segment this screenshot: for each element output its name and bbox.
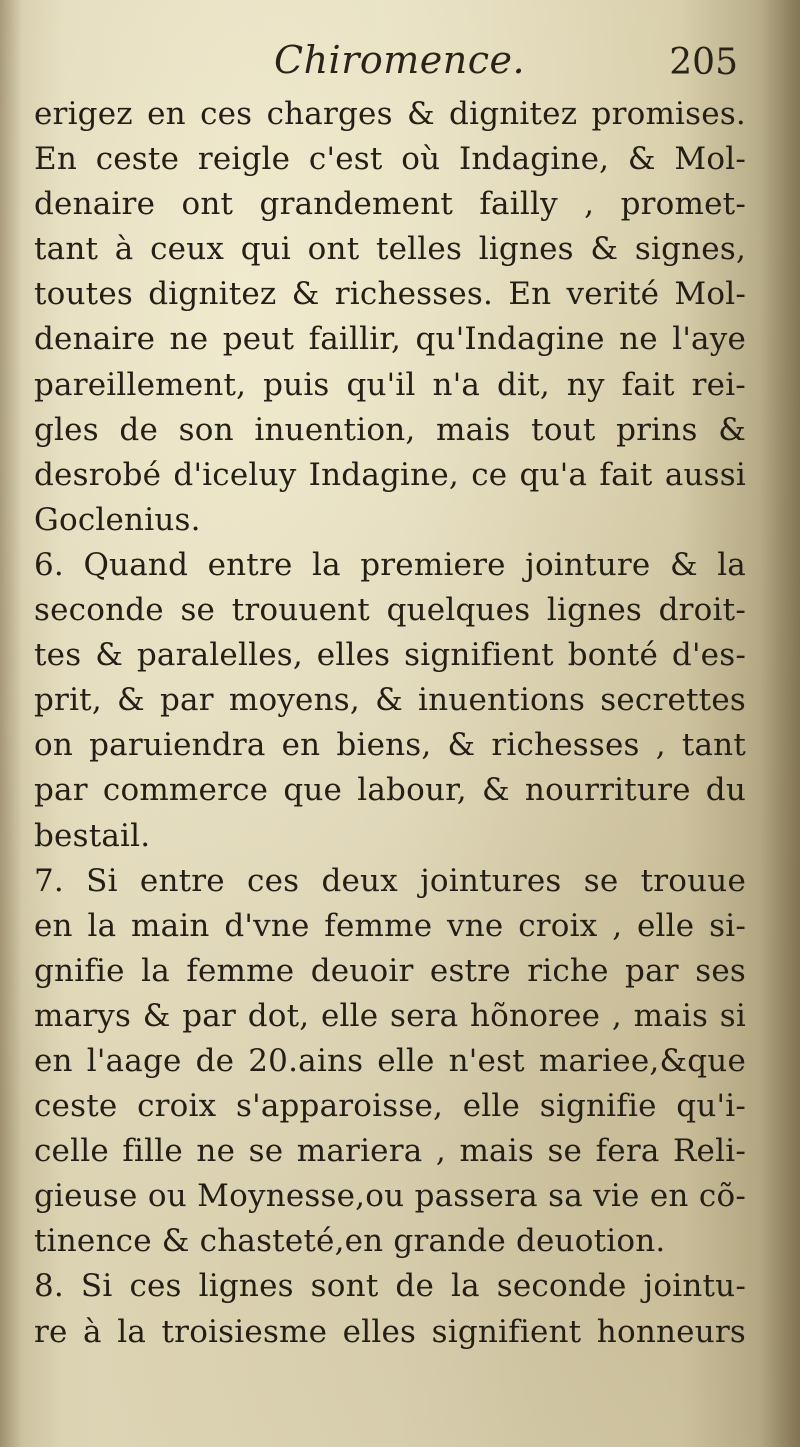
page-header bbox=[34, 38, 750, 90]
text-line: Goclenius. bbox=[34, 501, 201, 538]
page-spine-shadow bbox=[760, 0, 800, 1447]
text-line: En ceste reigle c'est où Indagine, & Mol- bbox=[34, 141, 746, 178]
text-line: marys & par dot, elle sera hõnoree , mais si bbox=[34, 997, 746, 1034]
text-line: on paruiendra en biens, & richesses , tant bbox=[34, 727, 746, 764]
text-line: celle fille ne se mariera , mais se fera Reli- bbox=[34, 1133, 746, 1170]
text-line: erigez en ces charges & dignitez promises. bbox=[34, 96, 746, 132]
text-line: desrobé d'iceluy Indagine, ce qu'a fait aussi bbox=[34, 456, 746, 493]
text-line: par commerce que labour, & nourriture du bbox=[34, 772, 746, 809]
text-line: 7. Si entre ces deux jointures se trouue bbox=[34, 862, 746, 899]
text-line: toutes dignitez & richesses. En verité Mol- bbox=[34, 276, 746, 313]
text-line: gnifie la femme deuoir estre riche par ses bbox=[34, 952, 746, 989]
text-line: gles de son inuention, mais tout prins & bbox=[34, 411, 746, 448]
text-line: pareillement, puis qu'il n'a dit, ny fait rei- bbox=[34, 366, 746, 403]
text-line: denaire ont grandement failly , promet- bbox=[34, 186, 746, 223]
text-line: tes & paralelles, elles signifient bonté d'es- bbox=[34, 637, 746, 674]
running-title: Chiromence. bbox=[274, 38, 526, 82]
text-line: 8. Si ces lignes sont de la seconde jointu- bbox=[34, 1268, 746, 1305]
text-line: ceste croix s'apparoisse, elle signifie qu'i- bbox=[34, 1088, 746, 1125]
body-text bbox=[34, 92, 746, 1355]
text-line: tant à ceux qui ont telles lignes & signes, bbox=[34, 231, 746, 268]
page-number: 205 bbox=[669, 42, 738, 83]
page-left-edge bbox=[0, 0, 22, 1447]
text-line: prit, & par moyens, & inuentions secrettes bbox=[34, 682, 746, 719]
text-line: seconde se trouuent quelques lignes droit- bbox=[34, 592, 746, 629]
text-line: gieuse ou Moynesse,ou passera sa vie en cõ- bbox=[34, 1178, 746, 1215]
text-line: tinence & chasteté,en grande deuotion. bbox=[34, 1223, 666, 1260]
text-line: en l'aage de 20.ains elle n'est mariee,&que bbox=[34, 1042, 746, 1079]
text-line: re à la troisiesme elles signifient honneurs bbox=[34, 1313, 746, 1350]
text-line: 6. Quand entre la premiere jointure & la bbox=[34, 546, 746, 583]
text-line: en la main d'vne femme vne croix , elle si- bbox=[34, 907, 746, 944]
text-line: denaire ne peut faillir, qu'Indagine ne l'aye bbox=[34, 321, 746, 358]
text-line: bestail. bbox=[34, 817, 151, 854]
